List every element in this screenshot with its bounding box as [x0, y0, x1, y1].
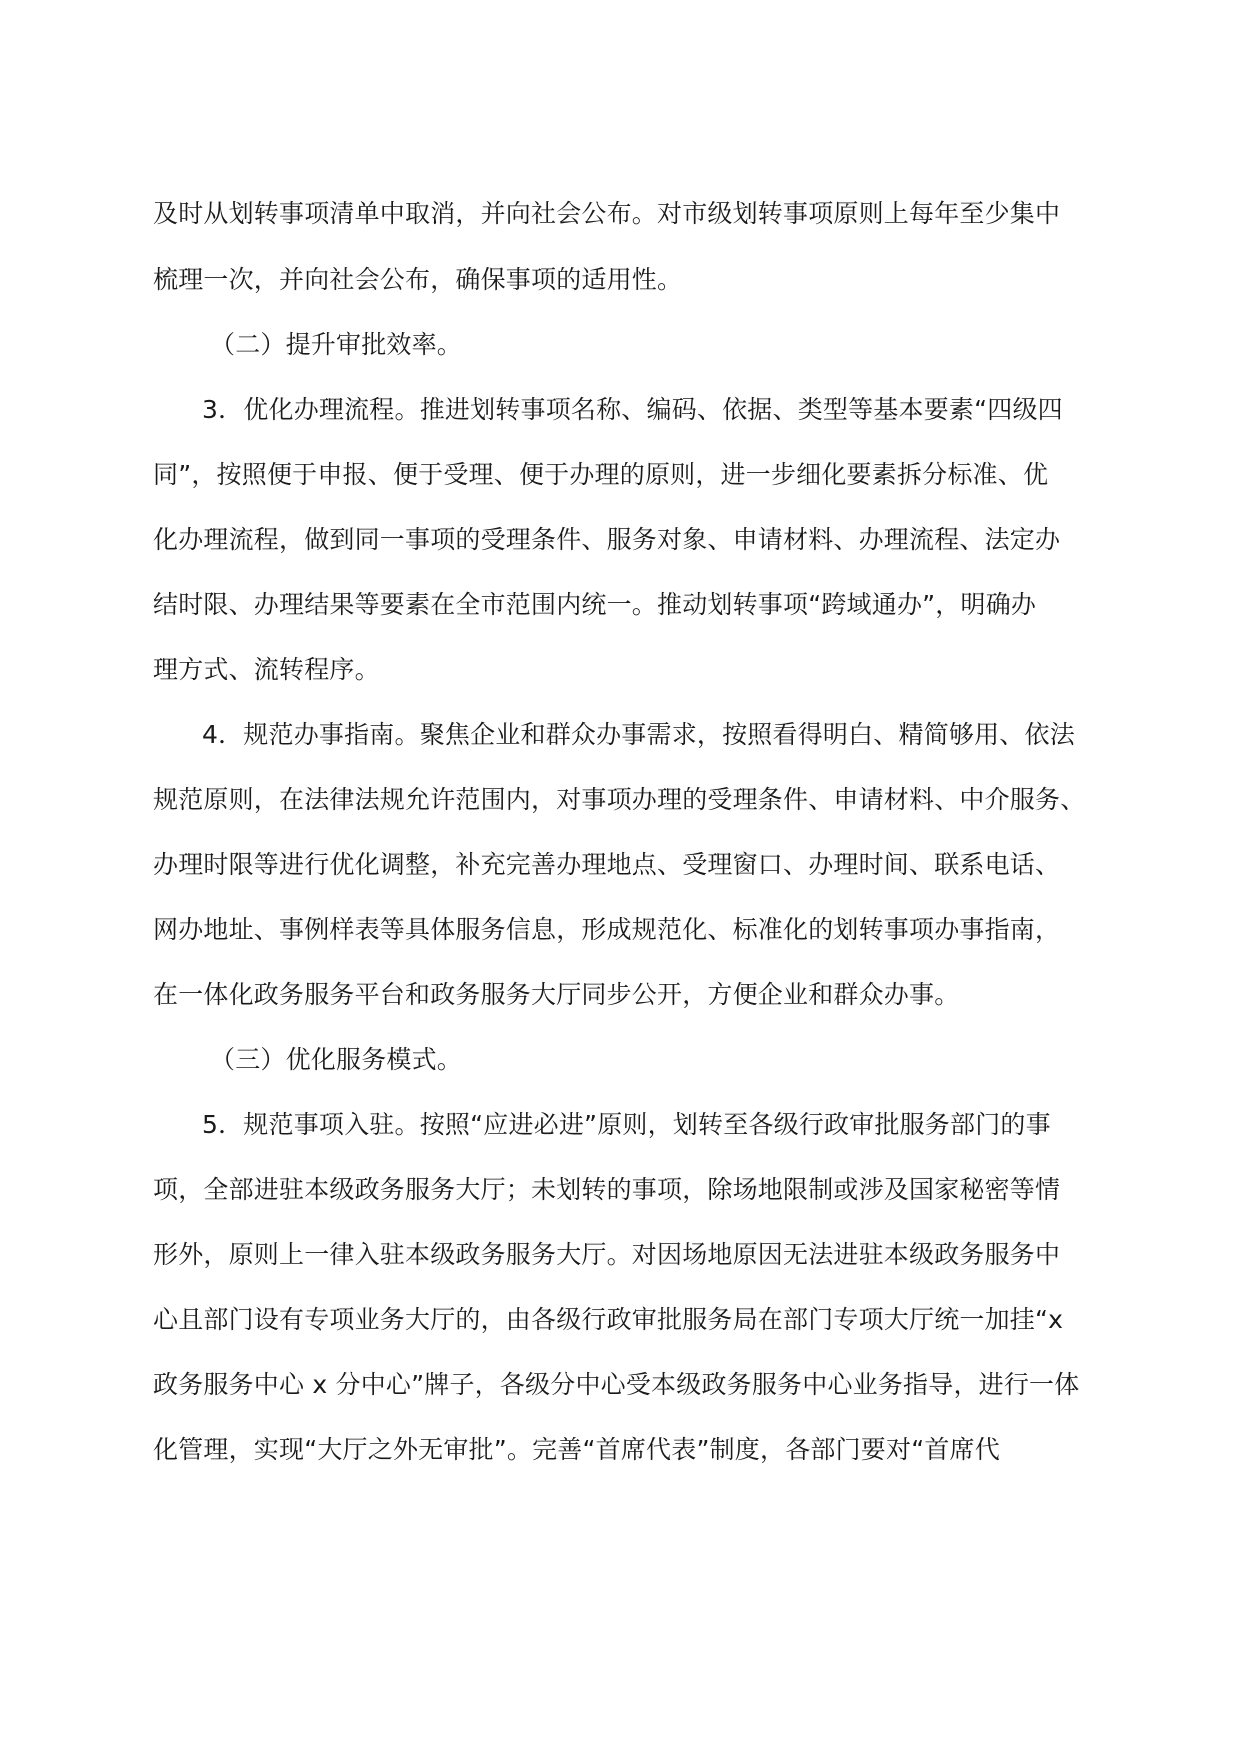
text-line: 及时从划转事项清单中取消，并向社会公布。对市级划转事项原则上每年至少集中 — [153, 199, 1061, 228]
text-line: 网办地址、事例样表等具体服务信息，形成规范化、标准化的划转事项办事指南， — [153, 915, 1061, 944]
text-line: 规范原则，在法律法规允许范围内，对事项办理的受理条件、申请材料、中介服务、 — [153, 785, 1086, 814]
section-heading: （二）提升审批效率。 — [210, 330, 463, 359]
text-line: 理方式、流转程序。 — [153, 655, 380, 684]
section-heading: （三）优化服务模式。 — [210, 1045, 463, 1074]
text-line: 在一体化政务服务平台和政务服务大厅同步公开，方便企业和群众办事。 — [153, 980, 960, 1009]
text-line: 办理时限等进行优化调整，补充完善办理地点、受理窗口、办理时间、联系电话、 — [153, 850, 1061, 879]
text-line: 梳理一次，并向社会公布，确保事项的适用性。 — [153, 265, 683, 294]
text-line: 政务服务中心 x 分中心”牌子，各级分中心受本级政务服务中心业务指导，进行一体 — [153, 1370, 1080, 1399]
text-line: 同”，按照便于申报、便于受理、便于办理的原则，进一步细化要素拆分标准、优 — [153, 460, 1049, 489]
text-line: 项，全部进驻本级政务服务大厅；未划转的事项，除场地限制或涉及国家秘密等情 — [153, 1175, 1061, 1204]
text-line: 5．规范事项入驻。按照“应进必进”原则，划转至各级行政审批服务部门的事 — [202, 1110, 1051, 1139]
text-line: 结时限、办理结果等要素在全市范围内统一。推动划转事项“跨域通办”，明确办 — [153, 590, 1037, 619]
text-line: 心且部门设有专项业务大厅的，由各级行政审批服务局在部门专项大厅统一加挂“x — [153, 1305, 1064, 1334]
text-line: 3．优化办理流程。推进划转事项名称、编码、依据、类型等基本要素“四级四 — [202, 395, 1063, 424]
text-line: 形外，原则上一律入驻本级政务服务大厅。对因场地原因无法进驻本级政务服务中 — [153, 1240, 1061, 1269]
text-line: 化办理流程，做到同一事项的受理条件、服务对象、申请材料、办理流程、法定办 — [153, 525, 1061, 554]
text-line: 化管理，实现“大厅之外无审批”。完善“首席代表”制度，各部门要对“首席代 — [153, 1435, 1000, 1464]
text-line: 4．规范办事指南。聚焦企业和群众办事需求，按照看得明白、精简够用、依法 — [202, 720, 1075, 749]
